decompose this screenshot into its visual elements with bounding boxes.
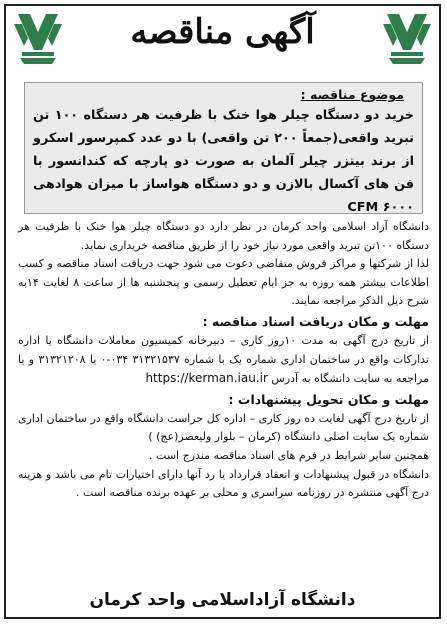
intro-paragraph-1: دانشگاه آزاد اسلامی واحد کرمان در نظر دارد دو دستگاه چیلر هوا خنک با ظرفیت هر دستگاه ۱۰۰تن تبرید واقعی مورد نیاز خود را از طریق مناقصه خریداری نماید.: [18, 220, 429, 252]
university-logo-icon: [12, 10, 64, 68]
tender-topic-box: [24, 82, 423, 214]
announcement-frame: [4, 4, 441, 619]
intro-paragraph-2: لذا از شرکتها و مراکز فروش متقاضی دعوت می شود جهت دریافت اسناد مناقصه و کسب اطلاعات بیشتر همه روزه به جز ایام تعطیل رسمی و پنجشنبه ها از ساعت ۸ لغایت ۱۴به شرح ذیل الذکر مراجعه نمایند.: [18, 257, 429, 308]
topic-text: خرید دو دستگاه چیلر هوا خنک با ظرفیت هر دستگاه ۱۰۰ تن تبرید واقعی(جمعاً ۲۰۰ تن واقعی) با دو عدد کمپرسور اسکرو از برند بیتزر چیلر آلمان به صورت دو پارچه که کندانسور با فن های آکسال بالازن و دو دستگاه هواساز با میزان هوادهی ۶۰۰۰ CFM: [33, 108, 414, 215]
rights-note: دانشگاه در قبول پیشنهادات و انعقاد قرارداد یا رد آنها دارای اختیارات تام می باشد و هزینه درج آگهی منتشره در روزنامه سراسری و محلی بر عهده برنده مناقصه است .: [18, 467, 429, 500]
documents-text: از تاریخ درج آگهی به مدت ۱۰روز کاری – دبیرخانه کمیسیون معاملات دانشگاه یا اداره تدارکات واقع در ساختمان اداری شماره یک با شماره ۳۱۳۲۱۵۳۷ ۰۳۴-۰ یا ۳۱۳۲۱۲۰۸ و یا مراجعه به سایت دانشگاه به آدرس: [18, 333, 429, 386]
documents-paragraph: [18, 332, 429, 389]
conditions-note: همچنین سایر شرایط در فرم های اسناد مناقصه مندرج است .: [149, 448, 429, 462]
page-title: آگهی مناقصه: [130, 12, 315, 52]
website-link[interactable]: https://kerman.iau.ir: [145, 371, 268, 386]
topic-label: موضوع مناقصه :: [300, 87, 404, 102]
announcement-body: [18, 218, 429, 503]
signature: دانشگاه آزاداسلامی واحد کرمان: [89, 590, 356, 610]
university-logo-icon: [381, 10, 433, 68]
section-heading-documents: مهلت و مکان دریافت اسناد مناقصه :: [202, 313, 429, 329]
submission-paragraph: از تاریخ درج آگهی لغایت ده روز کاری – اداره کل حراست دانشگاه واقع در ساختمان اداری شماره یک سایت اصلی دانشگاه (کرمان – بلوار ولیعصر(عج) ): [18, 411, 429, 444]
section-heading-submission: مهلت و مکان تحویل پیشنهادات :: [228, 391, 429, 407]
